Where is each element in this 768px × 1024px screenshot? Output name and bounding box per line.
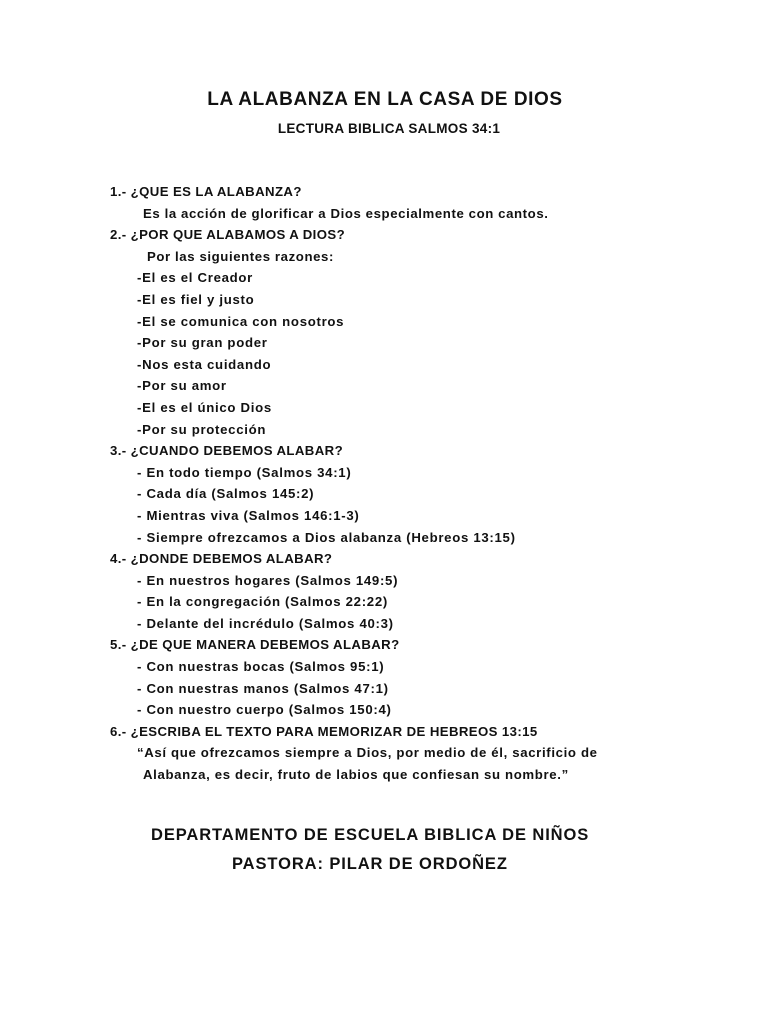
list-item: -Por su gran poder — [137, 335, 268, 351]
list-item: - Siempre ofrezcamos a Dios alabanza (Hebreos 13:15) — [137, 529, 516, 545]
list-item: - En todo tiempo (Salmos 34:1) — [137, 464, 352, 480]
question-5: 5.- ¿DE QUE MANERA DEBEMOS ALABAR? — [110, 637, 400, 653]
document-subtitle: LECTURA BIBLICA SALMOS 34:1 — [277, 121, 501, 136]
memory-verse-line-1: “Así que ofrezcamos siempre a Dios, por medio de él, sacrificio de — [137, 745, 598, 761]
list-item: -Por su amor — [137, 378, 227, 394]
list-item: -Nos esta cuidando — [137, 356, 272, 372]
list-item: - En nuestros hogares (Salmos 149:5) — [137, 572, 399, 588]
list-item: -El es fiel y justo — [137, 291, 255, 307]
list-item: - Mientras viva (Salmos 146:1-3) — [137, 507, 360, 523]
list-item: - Con nuestro cuerpo (Salmos 150:4) — [137, 702, 392, 718]
memory-verse-line-2: Alabanza, es decir, fruto de labios que confiesan su nombre.” — [143, 767, 569, 783]
question-1: 1.- ¿QUE ES LA ALABANZA? — [110, 184, 302, 199]
department-name: DEPARTAMENTO DE ESCUELA BIBLICA DE NIÑOS — [151, 826, 590, 844]
list-item: - Con nuestras manos (Salmos 47:1) — [137, 680, 389, 696]
question-2: 2.- ¿POR QUE ALABAMOS A DIOS? — [110, 227, 346, 243]
list-item: -El se comunica con nosotros — [137, 313, 345, 329]
question-3: 3.- ¿CUANDO DEBEMOS ALABAR? — [110, 443, 344, 459]
list-item: - Delante del incrédulo (Salmos 40:3) — [137, 615, 394, 631]
document-body — [110, 181, 670, 786]
list-item: -Por su protección — [137, 421, 267, 437]
document-title: LA ALABANZA EN LA CASA DE DIOS — [207, 89, 563, 110]
list-item: -El es el único Dios — [137, 399, 272, 415]
list-item: - En la congregación (Salmos 22:22) — [137, 594, 388, 610]
question-4: 4.- ¿DONDE DEBEMOS ALABAR? — [110, 551, 333, 567]
list-item: -El es el Creador — [137, 270, 253, 286]
question-6: 6.- ¿ESCRIBA EL TEXTO PARA MEMORIZAR DE HEBREOS 13:15 — [110, 723, 538, 739]
list-item: - Con nuestras bocas (Salmos 95:1) — [137, 659, 385, 675]
pastor-name: PASTORA: PILAR DE ORDOÑEZ — [232, 855, 508, 873]
answer-1-line: Es la acción de glorificar a Dios especialmente con cantos. — [143, 205, 549, 221]
answer-2-intro: Por las siguientes razones: — [147, 248, 334, 264]
list-item: - Cada día (Salmos 145:2) — [137, 486, 315, 502]
